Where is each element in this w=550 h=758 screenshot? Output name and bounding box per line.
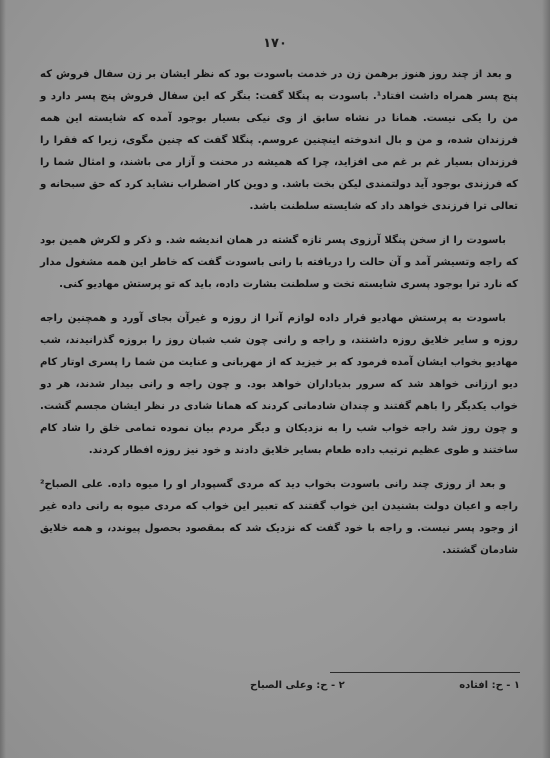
paragraph-2: باسودت را از سخن پنگلا آرزوی پسر تازه گشته در همان اندیشه شد. و ذکر و لکرش همین بود که راجه وتسیشر آمد و آن حالت را دریافته با رانی باسودت گفت که خاطر این همه مشغول مدار که نارد ترا بوجود پسری شایسته تخت و سلطنت بشارت داده، باید که تو پرستش مهادیو کنی. (40, 235, 518, 290)
footnote-1: ۱ - ح: افتاده (459, 680, 520, 691)
page-edge-shadow-right (542, 0, 550, 758)
body-text (40, 64, 518, 574)
page-edge-shadow-left (0, 0, 6, 758)
paragraph-1: و بعد از چند روز هنوز برهمن زن در خدمت باسودت بود که نظر ایشان بر زن سفال فروش که پنج پسر همراه داشت افتاد¹. باسودت به پنگلا گفت: بنگر که این سفال فروش پنج پسر دارد و من را یکی نیست. همانا در نشاه سابق از وی نیکی بسیار بوجود آمده که شایسته این همه فرزندان شده، و من و بال اندوخته اینچنین عروسم. پنگلا گفت که چنین مگوی، زیرا که فقرا را فرزندان بسیار غم بر غم می افزاید، چرا که همیشه در محنت و آزار می باشند، و امثال شما را که فرزندی بوجود آید دولتمندی لیکن بخت باشد. و دوین کار اضطراب نشاید کرد که حق سبحانه و تعالی ترا فرزندی خواهد داد که شایسته سلطنت باشد. (40, 69, 518, 212)
footnote-divider (330, 672, 520, 673)
paragraph-4: و بعد از روزی چند رانی باسودت بخواب دید که مردی گسپودار او را میوه داده. علی الصباح² راجه و اعیان دولت بشنیدن این خواب گفتند که تعبیر این خواب که مردی میوه به رانی داده غیر از وجود پسر نیست. و راجه با خود گفت که نزدیک شد که بمقصود بحصول پیوندد، و همه خلایق شادمان گشتند. (40, 479, 518, 556)
footnotes (250, 680, 520, 691)
footnote-2: ۲ - ح: وعلی الصباح (250, 680, 345, 691)
paragraph-3: باسودت به پرستش مهادیو قرار داده لوازم آنرا از روزه و غیرآن بجای آورد و همچنین راجه روزه و سایر خلایق روزه داشتند، و راجه و رانی چون شب شبان روز را بروزه گذرانیدند، شب مهادیو بخواب ایشان آمده فرمود که بر خیزید که از مهربانی و عنایت من شما را پسری اوتار کام دیو ارزانی خواهد شد که سرور بدیاداران خواهد بود. و چون راجه و رانی بیدار شدند، هر دو خواب یکدیگر را باهم گفتند و چندان شادمانی کردند که همانا شادی در نظر ایشان مجسم گشت. و چون روز شد راجه خواب شب را به نزدیکان و دیگر مردم بیان نموده تمامی خلق را شاد کام ساختند و طوی عظیم ترتیب داده طعام بسایر خلایق دادند و خود نیز روزه افطار کردند. (40, 313, 518, 456)
page-number: ۱۷۰ (263, 36, 287, 51)
